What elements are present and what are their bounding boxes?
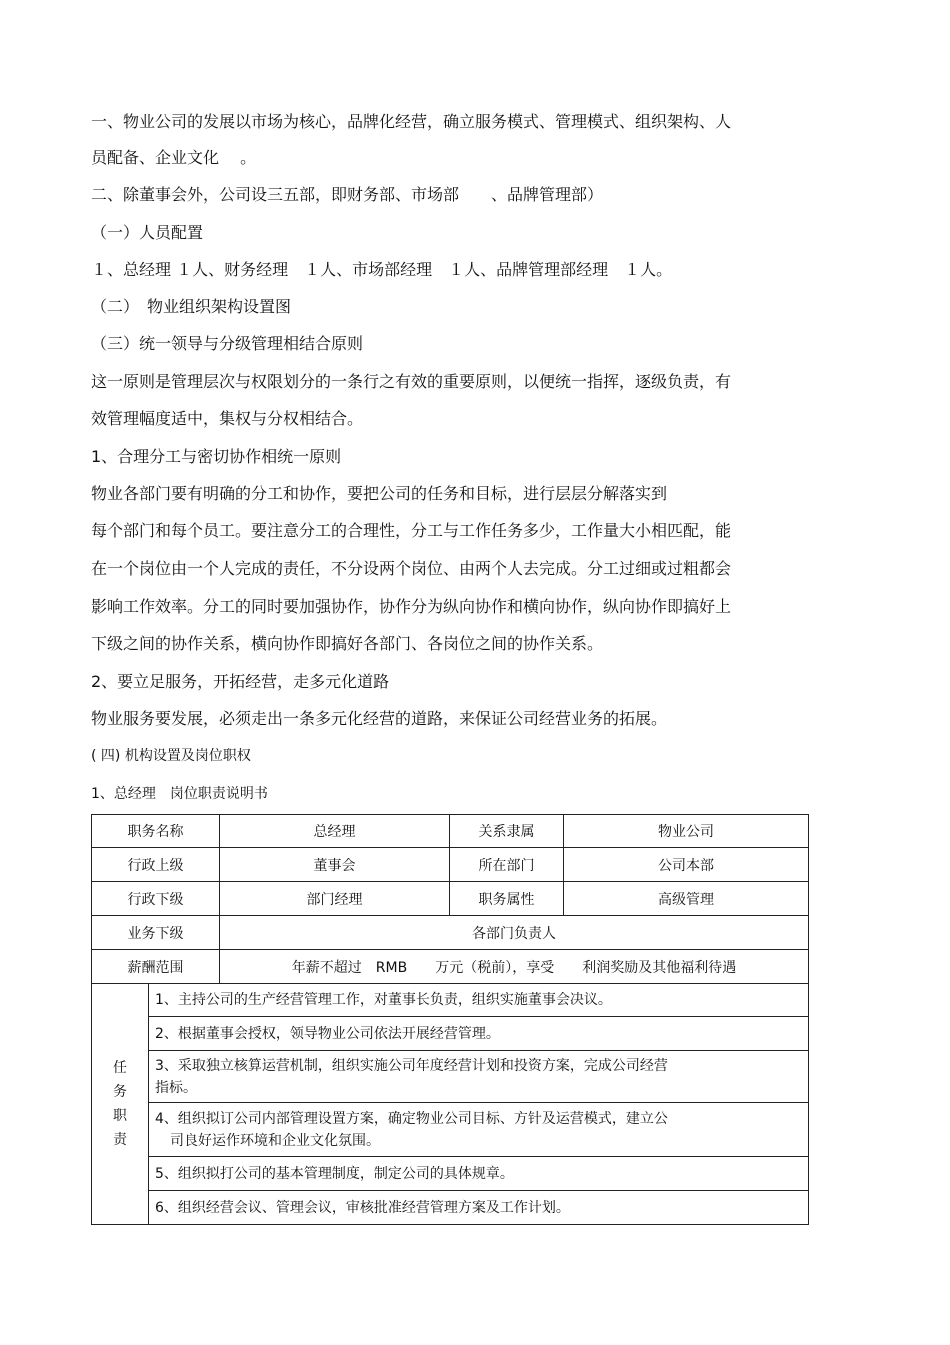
paragraph-intro-line1: 一、物业公司的发展以市场为核心，品牌化经营，确立服务模式、管理模式、组织架构、人 [91, 112, 732, 131]
cell-label: 所在部门 [450, 848, 564, 882]
table-row [92, 882, 809, 916]
heading-structure-duties: ( 四) 机构设置及岗位职权 [91, 748, 251, 764]
cell-label: 职务名称 [92, 815, 220, 848]
cell-label: 行政下级 [92, 882, 220, 916]
cell-label: 业务下级 [92, 916, 220, 950]
task-text-continued: 指标。 [155, 1079, 197, 1096]
paragraph-staffing-detail: １、总经理 １人、财务经理 １人、市场部经理 １人、品牌管理部经理 １人。 [91, 260, 673, 279]
paragraph-labor-line5: 下级之间的协作关系，横向协作即搞好各部门、各岗位之间的协作关系。 [91, 634, 604, 653]
cell-value: 总经理 [220, 815, 450, 848]
heading-org-chart: （二） 物业组织架构设置图 [91, 297, 292, 316]
paragraph-intro-line2: 员配备、企业文化 。 [91, 148, 257, 167]
task-text: 6、组织经营会议、管理会议，审核批准经营管理方案及工作计划。 [155, 1199, 570, 1216]
table-row [92, 848, 809, 882]
job-description-table [91, 814, 809, 1225]
tasks-label-char: 任 [113, 1060, 127, 1076]
cell-label: 职务属性 [450, 882, 564, 916]
task-text: 2、根据董事会授权，领导物业公司依法开展经营管理。 [155, 1025, 500, 1042]
paragraph-principle-line1: 这一原则是管理层次与权限划分的一条行之有效的重要原则，以便统一指挥，逐级负责，有 [91, 372, 732, 391]
task-item [149, 984, 809, 1017]
table-row [92, 1103, 809, 1157]
task-text: 4、组织拟订公司内部管理设置方案，确定物业公司目标、方针及运营模式，建立公 [155, 1110, 668, 1127]
cell-label: 薪酬范围 [92, 950, 220, 984]
table-row [92, 950, 809, 984]
table-row [92, 1157, 809, 1191]
table-row [92, 1017, 809, 1051]
task-item [149, 1051, 809, 1103]
table-row [92, 1191, 809, 1225]
tasks-label-char: 职 [113, 1108, 127, 1124]
paragraph-departments: 二、除董事会外，公司设三五部，即财务部、市场部 、品牌管理部） [91, 185, 604, 204]
heading-division-of-labor: 1、合理分工与密切协作相统一原则 [91, 447, 342, 466]
cell-value: 年薪不超过 RMB 万元（税前），享受 利润奖励及其他福利待遇 [220, 950, 809, 984]
paragraph-principle-line2: 效管理幅度适中，集权与分权相结合。 [91, 409, 364, 428]
table-row [92, 916, 809, 950]
cell-value: 公司本部 [564, 848, 809, 882]
table-row [92, 1051, 809, 1103]
heading-gm-job-description: 1、总经理 岗位职责说明书 [91, 786, 268, 802]
task-text: 3、采取独立核算运营机制，组织实施公司年度经营计划和投资方案，完成公司经营 [155, 1057, 668, 1074]
cell-value: 高级管理 [564, 882, 809, 916]
table-row [92, 984, 809, 1017]
paragraph-labor-line4: 影响工作效率。分工的同时要加强协作，协作分为纵向协作和横向协作，纵向协作即搞好上 [91, 597, 732, 616]
cell-value: 董事会 [220, 848, 450, 882]
task-text-continued: 司良好运作环境和企业文化氛围。 [170, 1132, 380, 1149]
table-row [92, 815, 809, 848]
heading-diversification: 2、要立足服务，开拓经营，走多元化道路 [91, 672, 390, 691]
cell-label: 行政上级 [92, 848, 220, 882]
tasks-label-char: 责 [113, 1132, 127, 1148]
paragraph-labor-line2: 每个部门和每个员工。要注意分工的合理性，分工与工作任务多少，工作量大小相匹配，能 [91, 521, 732, 540]
heading-principle: （三）统一领导与分级管理相结合原则 [91, 334, 364, 353]
paragraph-diversification: 物业服务要发展，必须走出一条多元化经营的道路，来保证公司经营业务的拓展。 [91, 709, 668, 728]
paragraph-labor-line3: 在一个岗位由一个人完成的责任，不分设两个岗位、由两个人去完成。分工过细或过粗都会 [91, 559, 732, 578]
task-item [149, 1103, 809, 1157]
task-text: 1、主持公司的生产经营管理工作，对董事长负责，组织实施董事会决议。 [155, 992, 612, 1008]
cell-value: 物业公司 [564, 815, 809, 848]
cell-value: 各部门负责人 [220, 916, 809, 950]
paragraph-labor-line1: 物业各部门要有明确的分工和协作，要把公司的任务和目标，进行层层分解落实到 [91, 484, 668, 503]
cell-value: 部门经理 [220, 882, 450, 916]
cell-label: 关系隶属 [450, 815, 564, 848]
task-item [149, 1017, 809, 1051]
tasks-label [92, 984, 149, 1225]
task-item [149, 1157, 809, 1191]
heading-staffing: （一）人员配置 [91, 223, 204, 242]
tasks-label-char: 务 [113, 1084, 127, 1100]
task-item [149, 1191, 809, 1225]
task-text: 5、组织拟打公司的基本管理制度，制定公司的具体规章。 [155, 1165, 514, 1182]
